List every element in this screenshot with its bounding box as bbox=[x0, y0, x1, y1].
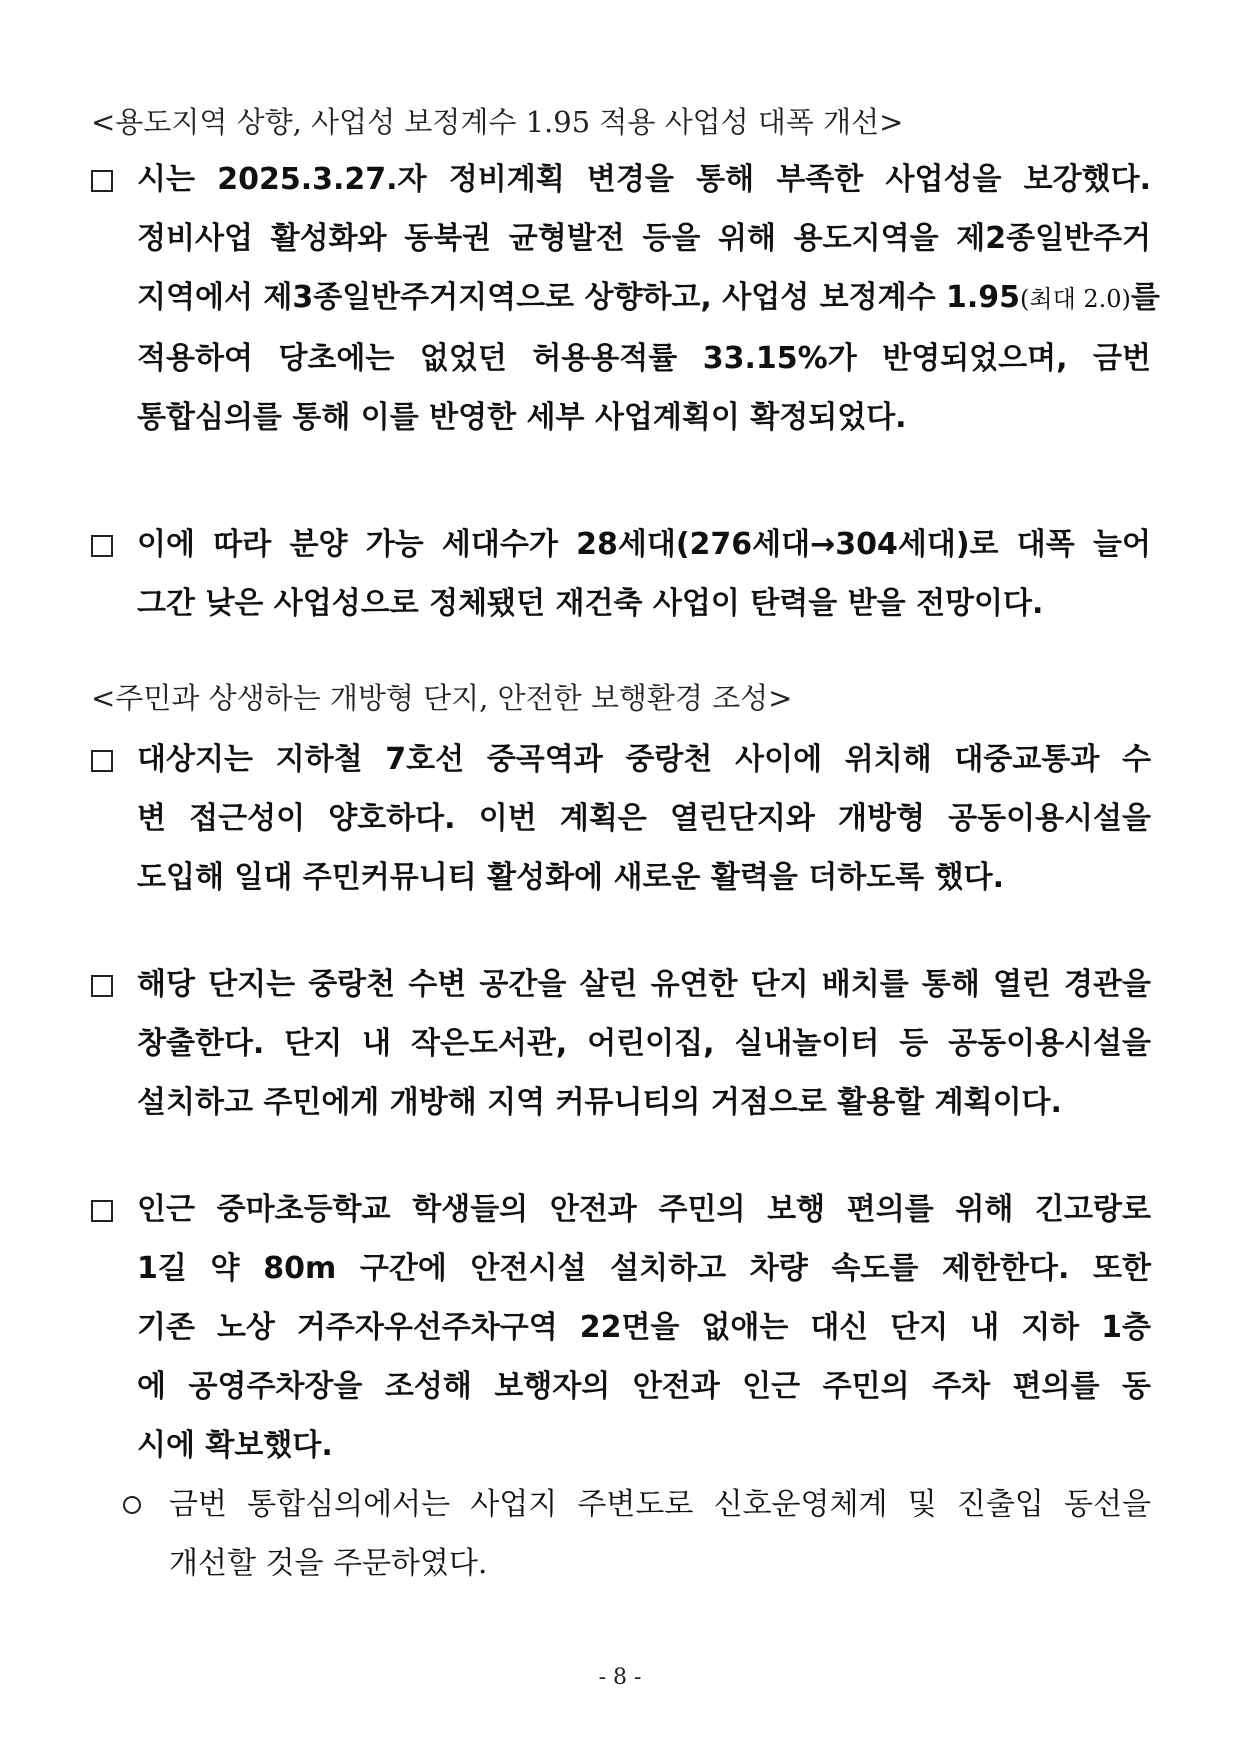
paragraph-line: 적용하여 당초에는 없었던 허용용적률 33.15%가 반영되었으며, 금번 bbox=[137, 341, 1151, 376]
checkbox-bullet-icon bbox=[91, 1180, 119, 1239]
paragraph-line: 변 접근성이 양호하다. 이번 계획은 열린단지와 개방형 공동이용시설을 bbox=[137, 801, 1151, 836]
paragraph bbox=[91, 150, 1160, 447]
paragraph bbox=[91, 955, 1151, 1132]
sub-item-line: 개선할 것을 주문하였다. bbox=[169, 1546, 488, 1581]
sub-item-line: 금번 통합심의에서는 사업지 주변도로 신호운영체계 및 진출입 동선을 bbox=[169, 1487, 1151, 1522]
paragraph-line: 해당 단지는 중랑천 수변 공간을 살린 유연한 단지 배치를 통해 열린 경관을 bbox=[137, 967, 1151, 1002]
section-heading: <용도지역 상향, 사업성 보정계수 1.95 적용 사업성 대폭 개선> bbox=[91, 105, 904, 139]
paragraph-line: 그간 낮은 사업성으로 정체됐던 재건축 사업이 탄력을 받을 전망이다. bbox=[137, 586, 1044, 621]
sub-item bbox=[123, 1475, 1151, 1593]
paragraph-note: (최대 2.0) bbox=[1020, 285, 1131, 313]
section-heading: <주민과 상생하는 개방형 단지, 안전한 보행환경 조성> bbox=[91, 681, 793, 715]
paragraph-note-suffix: 를 bbox=[1130, 280, 1160, 315]
checkbox-bullet-icon bbox=[91, 150, 119, 209]
paragraph-line: 창출한다. 단지 내 작은도서관, 어린이집, 실내놀이터 등 공동이용시설을 bbox=[137, 1026, 1151, 1061]
paragraph-line: 이에 따라 분양 가능 세대수가 28세대(276세대→304세대)로 대폭 늘어 bbox=[137, 527, 1151, 562]
checkbox-bullet-icon bbox=[91, 730, 119, 789]
paragraph-line: 인근 중마초등학교 학생들의 안전과 주민의 보행 편의를 위해 긴고랑로 bbox=[137, 1192, 1151, 1227]
paragraph bbox=[91, 515, 1151, 633]
paragraph-line: 1길 약 80m 구간에 안전시설 설치하고 차량 속도를 제한한다. 또한 bbox=[137, 1251, 1151, 1286]
checkbox-bullet-icon bbox=[91, 515, 119, 574]
page-number: - 8 - bbox=[598, 1665, 642, 1690]
paragraph bbox=[91, 1180, 1151, 1475]
paragraph bbox=[91, 730, 1151, 907]
paragraph-line: 시는 2025.3.27.자 정비계획 변경을 통해 부족한 사업성을 보강했다. bbox=[137, 162, 1151, 197]
checkbox-bullet-icon bbox=[91, 955, 119, 1014]
circle-bullet-icon bbox=[123, 1475, 141, 1534]
paragraph-line: 정비사업 활성화와 동북권 균형발전 등을 위해 용도지역을 제2종일반주거 bbox=[137, 221, 1151, 256]
paragraph-line: 대상지는 지하철 7호선 중곡역과 중랑천 사이에 위치해 대중교통과 수 bbox=[137, 742, 1151, 777]
paragraph-line: 설치하고 주민에게 개방해 지역 커뮤니티의 거점으로 활용할 계획이다. bbox=[137, 1085, 1062, 1120]
paragraph-line bbox=[137, 268, 1160, 329]
paragraph-line: 기존 노상 거주자우선주차구역 22면을 없애는 대신 단지 내 지하 1층 bbox=[137, 1310, 1151, 1345]
paragraph-line-text: 지역에서 제3종일반주거지역으로 상향하고, 사업성 보정계수 1.95 bbox=[137, 280, 1021, 315]
paragraph-line: 도입해 일대 주민커뮤니티 활성화에 새로운 활력을 더하도록 했다. bbox=[137, 860, 1004, 895]
paragraph-line: 시에 확보했다. bbox=[137, 1428, 333, 1463]
paragraph-line: 에 공영주차장을 조성해 보행자의 안전과 인근 주민의 주차 편의를 동 bbox=[137, 1369, 1151, 1404]
paragraph-line: 통합심의를 통해 이를 반영한 세부 사업계획이 확정되었다. bbox=[137, 400, 907, 435]
